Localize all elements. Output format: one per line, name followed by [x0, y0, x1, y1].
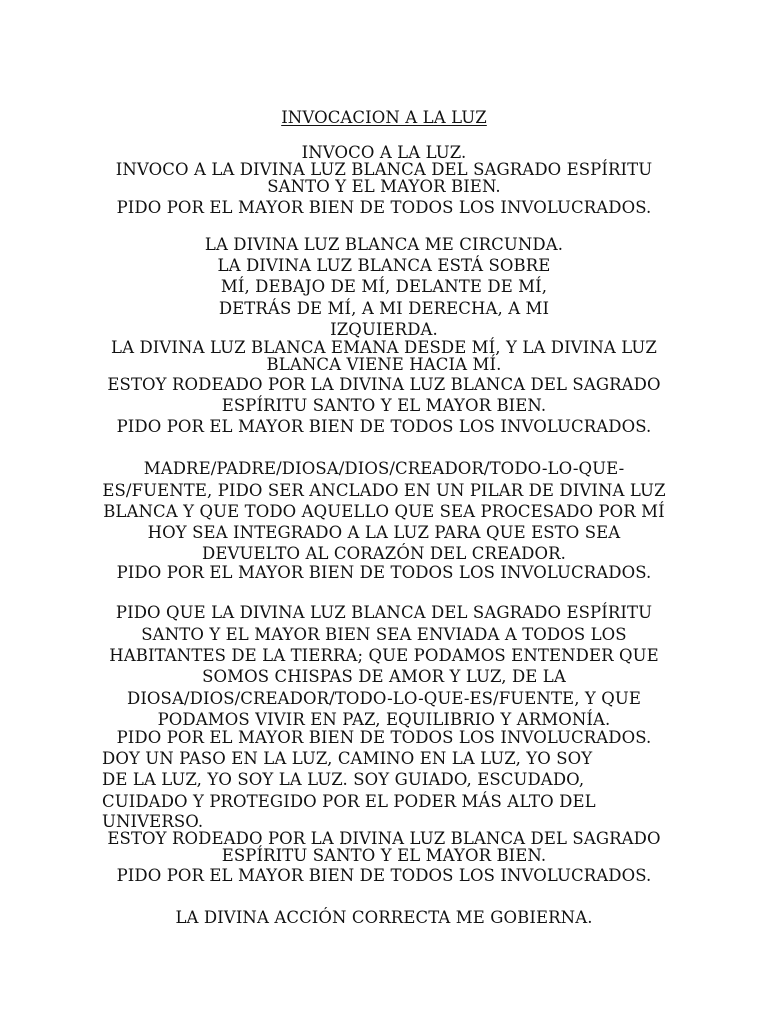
text-line: INVOCO A LA DIVINA LUZ BLANCA DEL SAGRADO ESPÍRITU	[115, 160, 653, 179]
text-line: DETRÁS DE MÍ, A MI DERECHA, A MI	[218, 299, 550, 318]
text-line: INVOCO A LA LUZ.	[301, 143, 467, 162]
text-line: ESTOY RODEADO POR LA DIVINA LUZ BLANCA DEL SAGRADO	[107, 375, 661, 394]
text-line: DEVUELTO AL CORAZÓN DEL CREADOR.	[202, 544, 566, 563]
text-line: BLANCA VIENE HACIA MÍ.	[266, 355, 502, 374]
text-line: BLANCA Y QUE TODO AQUELLO QUE SEA PROCESADO POR MÍ	[103, 502, 665, 521]
text-line: PIDO POR EL MAYOR BIEN DE TODOS LOS INVOLUCRADOS.	[116, 728, 652, 747]
text-line: UNIVERSO.	[102, 812, 204, 831]
text-line: SANTO Y EL MAYOR BIEN SEA ENVIADA A TODOS LOS	[141, 625, 627, 644]
text-line: DE LA LUZ, YO SOY LA LUZ. SOY GUIADO, ESCUDADO,	[102, 770, 585, 789]
text-line: MÍ, DEBAJO DE MÍ, DELANTE DE MÍ,	[220, 277, 548, 296]
text-line: ESTOY RODEADO POR LA DIVINA LUZ BLANCA DEL SAGRADO	[107, 829, 661, 848]
text-line: DOY UN PASO EN LA LUZ, CAMINO EN LA LUZ, YO SOY	[102, 749, 593, 768]
text-line: PIDO POR EL MAYOR BIEN DE TODOS LOS INVOLUCRADOS.	[116, 866, 652, 885]
text-line: PIDO POR EL MAYOR BIEN DE TODOS LOS INVOLUCRADOS.	[116, 563, 652, 582]
document-title: INVOCACION A LA LUZ	[281, 108, 487, 127]
text-line: DIOSA/DIOS/CREADOR/TODO-LO-QUE-ES/FUENTE, Y QUE	[126, 689, 642, 708]
text-line: ESPÍRITU SANTO Y EL MAYOR BIEN.	[221, 846, 547, 865]
text-line: ESPÍRITU SANTO Y EL MAYOR BIEN.	[221, 396, 547, 415]
text-line: PIDO POR EL MAYOR BIEN DE TODOS LOS INVOLUCRADOS.	[116, 417, 652, 436]
text-line: PODAMOS VIVIR EN PAZ, EQUILIBRIO Y ARMONÍA.	[157, 710, 611, 729]
text-line: ES/FUENTE, PIDO SER ANCLADO EN UN PILAR DE DIVINA LUZ	[102, 481, 666, 500]
text-line: CUIDADO Y PROTEGIDO POR EL PODER MÁS ALTO DEL	[102, 792, 596, 811]
text-line: IZQUIERDA.	[330, 320, 438, 339]
text-line: LA DIVINA LUZ BLANCA ESTÁ SOBRE	[217, 256, 551, 275]
text-line: SOMOS CHISPAS DE AMOR Y LUZ, DE LA	[202, 667, 566, 686]
text-line: PIDO POR EL MAYOR BIEN DE TODOS LOS INVOLUCRADOS.	[116, 198, 652, 217]
text-line: SANTO Y EL MAYOR BIEN.	[267, 177, 501, 196]
text-line: LA DIVINA ACCIÓN CORRECTA ME GOBIERNA.	[175, 908, 593, 927]
text-line: LA DIVINA LUZ BLANCA ME CIRCUNDA.	[204, 235, 564, 254]
text-line: MADRE/PADRE/DIOSA/DIOS/CREADOR/TODO-LO-QUE-	[143, 459, 625, 478]
text-line: PIDO QUE LA DIVINA LUZ BLANCA DEL SAGRADO ESPÍRITU	[115, 603, 653, 622]
text-line: LA DIVINA LUZ BLANCA EMANA DESDE MÍ, Y LA DIVINA LUZ	[111, 338, 657, 357]
text-line: HABITANTES DE LA TIERRA; QUE PODAMOS ENTENDER QUE	[109, 646, 659, 665]
text-line: HOY SEA INTEGRADO A LA LUZ PARA QUE ESTO SEA	[147, 523, 621, 542]
